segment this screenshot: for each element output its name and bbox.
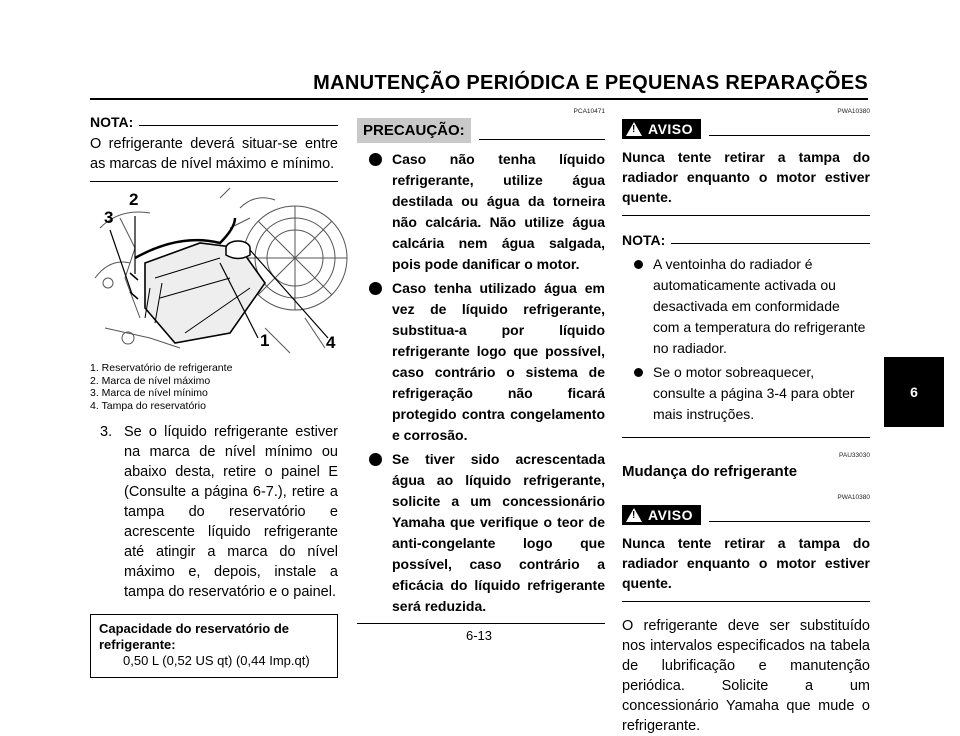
capacity-box <box>90 614 338 678</box>
column-left <box>90 108 338 678</box>
aviso-heading-1 <box>622 115 870 139</box>
nota-label: NOTA: <box>90 114 134 130</box>
nota-item-text: Se o motor sobreaquecer, consulte a página 3-4 para obter mais instruções. <box>653 364 855 422</box>
warning-triangle-icon: ! <box>626 122 642 136</box>
step-text: Se o líquido refrigerante estiver na marca de nível mínimo ou abaixo desta, retire o painel E (Consulte a página 6-7.), retire a tampa do reservatório e acrescente líquido refrigerante até atingir a marca do nível máximo e, depois, instale a tampa do reservatório e o painel. <box>124 424 338 600</box>
aviso-label: AVISO <box>648 121 694 137</box>
list-item <box>622 362 870 425</box>
aviso-rule <box>709 521 870 522</box>
list-item <box>357 149 605 275</box>
replacement-paragraph: O refrigerante deve ser substituído nos intervalos especificados na tabela de lubrificação e manutenção periódica. Solicite a um concessionário Yamaha que mude o refrigerante. <box>622 618 870 734</box>
warning-text-2: Nunca tente retirar a tampa do radiador enquanto o motor estiver quente. <box>622 535 870 591</box>
caution-label: PRECAUÇÃO: <box>357 118 471 143</box>
nota-item-text: A ventoinha do radiador é automaticamente activada ou desactivada em conformidade com a temperatura do refrigerante no radiador. <box>653 256 866 356</box>
figure-legend <box>90 362 338 412</box>
page-header <box>90 68 868 100</box>
header-rule <box>90 98 868 100</box>
coolant-reservoir-illustration <box>90 188 338 358</box>
list-item <box>357 449 605 617</box>
legend-item: 3. Marca de nível mínimo <box>90 387 208 399</box>
bullet-icon <box>369 282 382 295</box>
nota-end-rule <box>90 181 338 182</box>
nota-text: O refrigerante deverá situar-se entre as marcas de nível máximo e mínimo. <box>90 136 338 172</box>
aviso-badge <box>622 119 701 139</box>
caution-item-text: Caso não tenha líquido refrigerante, utilize água destilada ou água da torneira não calcária. Não utilize água calcária nem água salgada, pois pode danificar o motor. <box>392 151 605 272</box>
aviso-rule <box>709 135 870 136</box>
caution-code: PCA10471 <box>573 108 605 115</box>
callout-2: 2 <box>129 190 139 209</box>
aviso-heading-2 <box>622 501 870 525</box>
list-item <box>622 254 870 359</box>
aviso-badge <box>622 505 701 525</box>
nota-rule <box>671 243 870 244</box>
section-code: PAU33030 <box>839 452 870 459</box>
column-right <box>622 108 870 736</box>
aviso-label: AVISO <box>648 507 694 523</box>
warning-end-rule-1 <box>622 215 870 216</box>
chapter-tab: 6 <box>884 357 944 427</box>
warning-code-2: PWA10380 <box>837 494 870 501</box>
caution-item-text: Se tiver sido acrescentada água ao líquido refrigerante, solicite a um concessionário Yamaha que verifique o teor de anti-congelante logo que possível, caso contrário a eficácia do líquido refrigerante será reduzida. <box>392 451 605 614</box>
callout-4: 4 <box>326 333 336 352</box>
nota-list <box>622 254 870 425</box>
bullet-icon <box>634 368 643 377</box>
nota-end-rule <box>622 437 870 438</box>
coolant-reservoir-figure <box>90 188 338 358</box>
column-middle <box>357 108 605 624</box>
legend-item: 2. Marca de nível máximo <box>90 374 211 387</box>
caution-heading <box>357 117 605 143</box>
caution-item-text: Caso tenha utilizado água em vez de líquido refrigerante, substitua-a por líquido refrigerante logo que possível, caso contrário o sistema de refrigeração não ficará protegido contra congelamento e corrosão. <box>392 280 605 443</box>
warning-end-rule-2 <box>622 601 870 602</box>
list-item <box>357 278 605 446</box>
nota-label: NOTA: <box>622 232 666 248</box>
page-header-title: MANUTENÇÃO PERIÓDICA E PEQUENAS REPARAÇÕES <box>313 72 868 94</box>
warning-triangle-icon: ! <box>626 508 642 522</box>
bullet-icon <box>369 153 382 166</box>
callout-3: 3 <box>104 208 114 227</box>
legend-item: 4. Tampa do reservatório <box>90 399 206 412</box>
step-number: 3. <box>100 424 113 440</box>
warning-code-1: PWA10380 <box>837 108 870 115</box>
step-3 <box>100 422 338 602</box>
nota-heading <box>90 108 338 130</box>
capacity-label: Capacidade do reservatório de refrigerante: <box>99 621 290 652</box>
warning-text-1: Nunca tente retirar a tampa do radiador enquanto o motor estiver quente. <box>622 149 870 205</box>
nota-heading-2 <box>622 226 870 248</box>
page-number: 6-13 <box>466 628 493 643</box>
caution-end-rule <box>357 623 605 624</box>
capacity-value: 0,50 L (0,52 US qt) (0,44 Imp.qt) <box>123 653 310 668</box>
nota-rule <box>139 125 338 126</box>
bullet-icon <box>634 260 643 269</box>
bullet-icon <box>369 453 382 466</box>
legend-item: 1. Reservatório de refrigerante <box>90 362 233 374</box>
section-title: Mudança do refrigerante <box>622 463 798 480</box>
callout-1: 1 <box>260 331 270 350</box>
caution-rule <box>479 139 605 140</box>
caution-list <box>357 149 605 617</box>
